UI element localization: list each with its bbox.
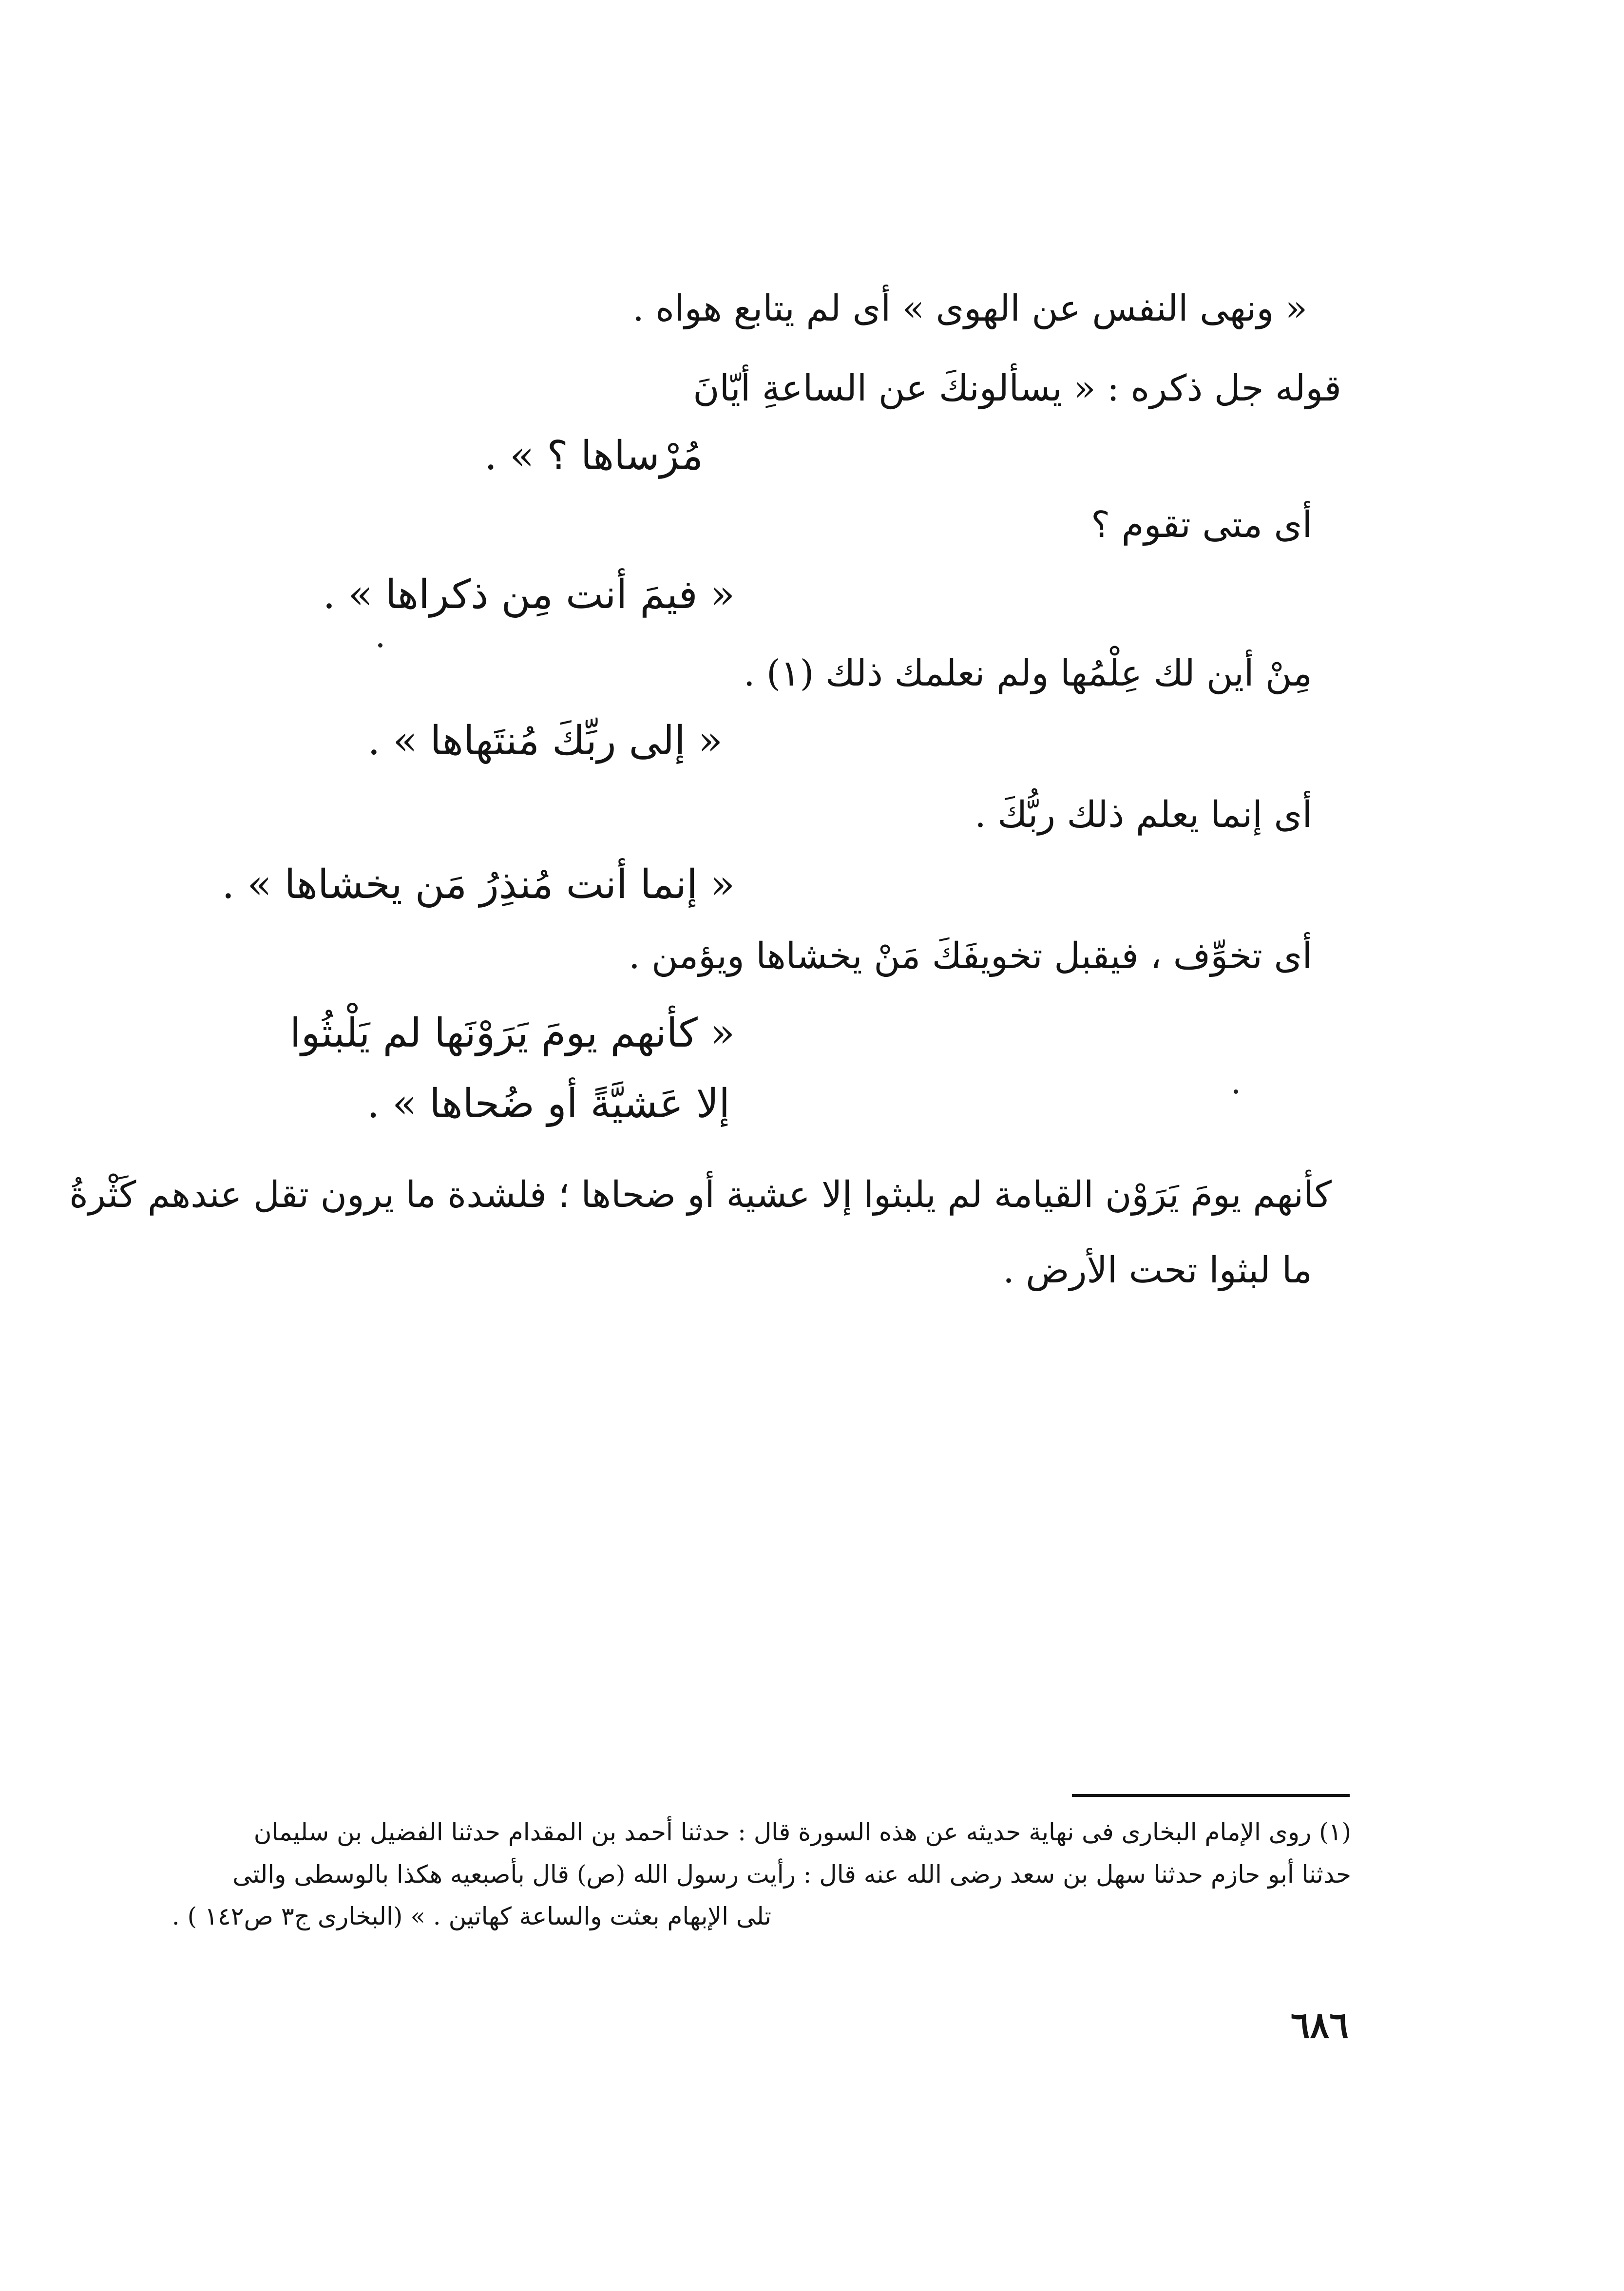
footnote-line-1: (١) روى الإمام البخارى فى نهاية حديثه عن هذه السورة قال : حدثنا أحمد بن المقدام حدثنا الفضيل بن سليمان: [253, 1818, 1351, 1846]
footnote-line-2: حدثنا أبو حازم حدثنا سهل بن سعد رضى الله عنه قال : رأيت رسول الله (ص) قال بأصبعيه هكذا بالوسطى والتى: [232, 1860, 1351, 1889]
text-line-14: ما لبثوا تحت الأرض .: [1003, 1249, 1312, 1291]
verse-line-9: « إنما أنت مُنذِرُ مَن يخشاها » .: [222, 861, 735, 908]
text-line-2: قوله جل ذكره : « يسألونكَ عن الساعةِ أيّانَ: [693, 367, 1341, 409]
page-number: ٦٨٦: [1290, 2005, 1349, 2046]
text-line-4: أى متى تقوم ؟: [1090, 504, 1312, 546]
text-line-13: كأنهم يومَ يَرَوْن القيامة لم يلبثوا إلا عشية أو ضحاها ؛ فلشدة ما يرون تقل عندهم كَثْرةُ: [69, 1174, 1332, 1216]
verse-line-12: إلا عَشيَّةً أو ضُحاها » .: [366, 1081, 730, 1127]
verse-line-11: « كأنهم يومَ يَرَوْنَها لم يَلْبثُوا: [289, 1010, 735, 1056]
text-line-6: مِنْ أين لك عِلْمُها ولم نعلمك ذلك (١) .: [744, 652, 1312, 694]
text-line-1: « ونهى النفس عن الهوى » أى لم يتابع هواه .: [632, 287, 1307, 329]
print-speck: [1234, 1089, 1238, 1094]
footnote-separator: [1072, 1794, 1350, 1797]
verse-line-5: « فيمَ أنت مِن ذكراها » .: [323, 572, 735, 618]
print-speck: [378, 643, 382, 648]
verse-line-7: « إلى ربِّكَ مُنتَهاها » .: [367, 718, 723, 764]
text-line-8: أى إنما يعلم ذلك ربُّكَ .: [974, 794, 1312, 836]
text-line-10: أى تخوِّف ، فيقبل تخويفَكَ مَنْ يخشاها ويؤمن .: [629, 935, 1312, 977]
footnote-line-3: تلى الإبهام بعثت والساعة كهاتين . » (البخارى ج٣ ص١٤٢ ) .: [172, 1902, 771, 1930]
verse-line-3: مُرْساها ؟ » .: [484, 433, 703, 479]
